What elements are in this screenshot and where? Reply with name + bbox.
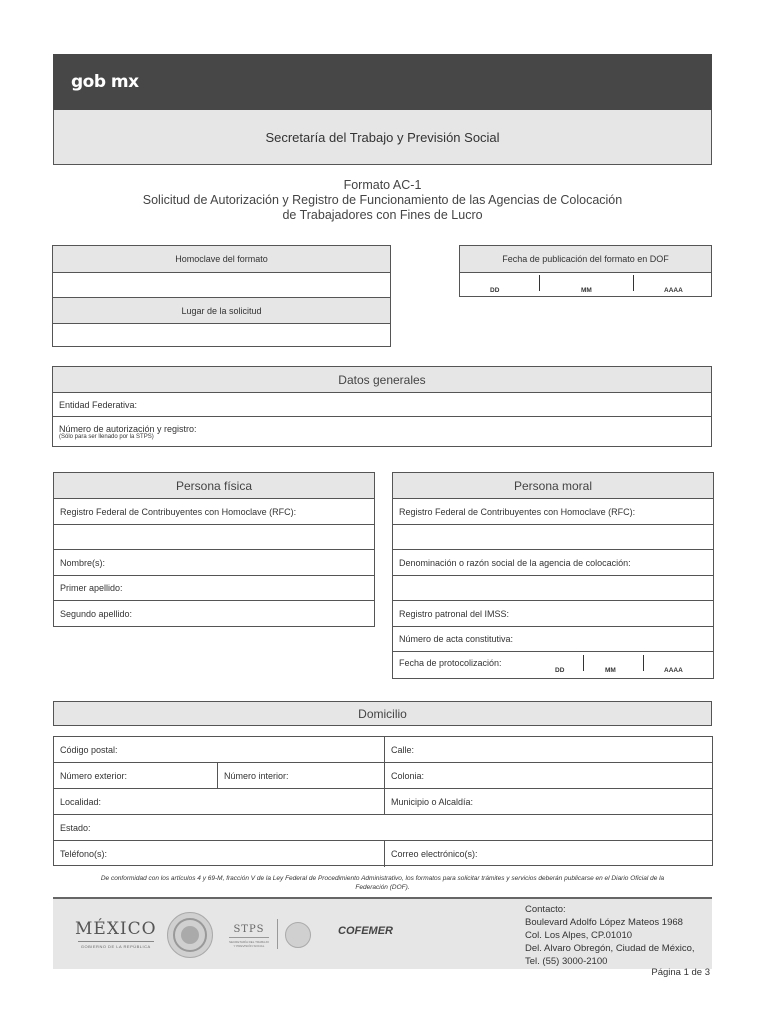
fecha-publicacion-label: Fecha de publicación del formato en DOF (502, 254, 669, 264)
mexico-subtitle: GOBIERNO DE LA REPÚBLICA (80, 944, 151, 949)
pm-imss-field[interactable] (393, 601, 713, 627)
footer-divider (277, 919, 278, 949)
numero-autorizacion-field[interactable] (53, 417, 711, 447)
contact-line: Del. Alvaro Obregón, Ciudad de México, (525, 943, 695, 954)
domicilio-grid (53, 736, 713, 866)
colonia-field[interactable] (385, 763, 714, 788)
agency-banner (53, 110, 712, 165)
field-label: Código postal: (60, 744, 118, 755)
mexico-logo (75, 919, 157, 949)
agency-name: Secretaría del Trabajo y Previsión Social (265, 129, 500, 145)
field-label: Segundo apellido: (60, 609, 133, 619)
year-label: AAAA (664, 667, 683, 674)
lugar-field[interactable] (53, 324, 390, 348)
section-title: Persona moral (513, 478, 593, 493)
field-label: Primer apellido: (60, 583, 123, 593)
persona-moral-section (392, 472, 714, 679)
contact-info (525, 903, 695, 968)
pm-denominacion-label-row (393, 550, 713, 576)
field-label: Número exterior: (60, 770, 128, 781)
field-label: Municipio o Alcaldía: (391, 796, 474, 807)
pf-rfc-label-row (54, 499, 374, 525)
section-title: Domicilio (358, 706, 407, 721)
datos-generales-section (52, 366, 712, 447)
fecha-publicacion-header (460, 246, 711, 273)
date-divider (633, 275, 634, 291)
calle-field[interactable] (385, 737, 714, 762)
field-label: Entidad Federativa: (59, 399, 138, 410)
pf-segundo-apellido-field[interactable] (54, 601, 374, 627)
correo-field[interactable] (385, 841, 714, 867)
form-title-line: Solicitud de Autorización y Registro de Funcionamiento de las Agencias de Colocación (142, 193, 623, 207)
year-label: AAAA (664, 287, 683, 294)
coat-of-arms-icon (167, 912, 213, 958)
homoclave-box (52, 245, 391, 347)
codigo-postal-field[interactable] (54, 737, 384, 762)
page-number: Página 1 de 3 (651, 967, 710, 978)
municipio-field[interactable] (385, 789, 714, 814)
fecha-publicacion-box (459, 245, 712, 297)
pf-primer-apellido-field[interactable] (54, 576, 374, 601)
field-label: Fecha de protocolización: (399, 658, 502, 668)
field-label: Número de acta constitutiva: (399, 634, 514, 644)
stps-stripe (229, 937, 269, 938)
persona-fisica-section (53, 472, 375, 627)
month-label: MM (605, 667, 616, 674)
pf-rfc-field[interactable] (54, 525, 374, 550)
numero-interior-field[interactable] (218, 763, 384, 788)
field-label: Denominación o razón social de la agencia de colocación: (399, 557, 631, 568)
homoclave-label: Homoclave del formato (175, 254, 268, 264)
contact-title: Contacto: (525, 904, 566, 915)
cofemer-logo: COFEMER (338, 925, 393, 937)
field-label: Estado: (60, 822, 91, 833)
legal-text: Federación (DOF). (355, 884, 410, 891)
stps-seal-icon (285, 922, 311, 948)
date-divider (539, 275, 540, 291)
stps-wordmark: STPS (233, 924, 265, 935)
homoclave-header (53, 246, 390, 273)
stps-logo (228, 924, 270, 948)
homoclave-field[interactable] (53, 273, 390, 298)
day-label: DD (555, 667, 565, 674)
field-label: Correo electrónico(s): (391, 849, 478, 859)
domicilio-header (53, 701, 712, 726)
section-title: Datos generales (338, 372, 426, 387)
month-label: MM (581, 287, 592, 294)
field-label: Registro Federal de Contribuyentes con Homoclave (RFC): (399, 506, 636, 517)
field-label: Registro Federal de Contribuyentes con Homoclave (RFC): (60, 506, 297, 517)
flag-stripe (78, 941, 154, 942)
pm-acta-field[interactable] (393, 627, 713, 652)
field-label: Colonia: (391, 770, 425, 781)
mexico-wordmark: MÉXICO (75, 919, 157, 939)
date-divider (643, 655, 644, 671)
persona-moral-header (393, 473, 713, 499)
lugar-label: Lugar de la solicitud (181, 305, 262, 316)
field-label: Número de autorización y registro: (59, 424, 197, 434)
field-label: Localidad: (60, 796, 102, 807)
field-label: Registro patronal del IMSS: (399, 608, 510, 619)
stps-subtitle: SECRETARÍA DEL TRABAJO Y PREVISIÓN SOCIAL (229, 940, 269, 948)
gobmx-header-bar (53, 54, 712, 110)
field-label: Número interior: (224, 770, 289, 781)
footer (53, 897, 712, 969)
contact-line: Tel. (55) 3000-2100 (525, 956, 608, 967)
fecha-publicacion-field[interactable] (460, 273, 711, 297)
pm-rfc-label-row (393, 499, 713, 525)
lugar-header (53, 298, 390, 324)
day-label: DD (490, 287, 500, 294)
gobmx-logo: gob mx (71, 72, 139, 92)
section-title: Persona física (175, 478, 253, 493)
persona-fisica-header (54, 473, 374, 499)
field-label: Teléfono(s): (60, 849, 108, 859)
entidad-federativa-field[interactable] (53, 393, 711, 417)
field-note: (Sólo para ser llenado por la STPS) (59, 434, 154, 440)
localidad-field[interactable] (54, 789, 384, 814)
pf-nombre-field[interactable] (54, 550, 374, 576)
legal-note (53, 874, 712, 892)
contact-line: Col. Los Alpes, CP.01010 (525, 930, 633, 941)
pm-denominacion-field[interactable] (393, 576, 713, 601)
numero-exterior-field[interactable] (54, 763, 217, 788)
form-title (53, 178, 712, 223)
form-code: Formato AC-1 (343, 178, 422, 192)
pm-rfc-field[interactable] (393, 525, 713, 550)
form-title-line: de Trabajadores con Fines de Lucro (282, 208, 483, 222)
contact-line: Boulevard Adolfo López Mateos 1968 (525, 917, 683, 928)
date-divider (583, 655, 584, 671)
legal-text: De conformidad con los artículos 4 y 69-M, fracción V de la Ley Federal de Procedimiento Administrativo, los formatos para solicitar trámites y servicios deberán publicarse en el Diario Oficial de la (100, 875, 665, 882)
datos-generales-header (53, 367, 711, 393)
pm-fecha-protocolizacion-field[interactable] (393, 652, 713, 679)
telefono-field[interactable] (54, 841, 384, 867)
estado-field[interactable] (54, 815, 714, 840)
field-label: Calle: (391, 744, 415, 755)
field-label: Nombre(s): (60, 557, 106, 568)
